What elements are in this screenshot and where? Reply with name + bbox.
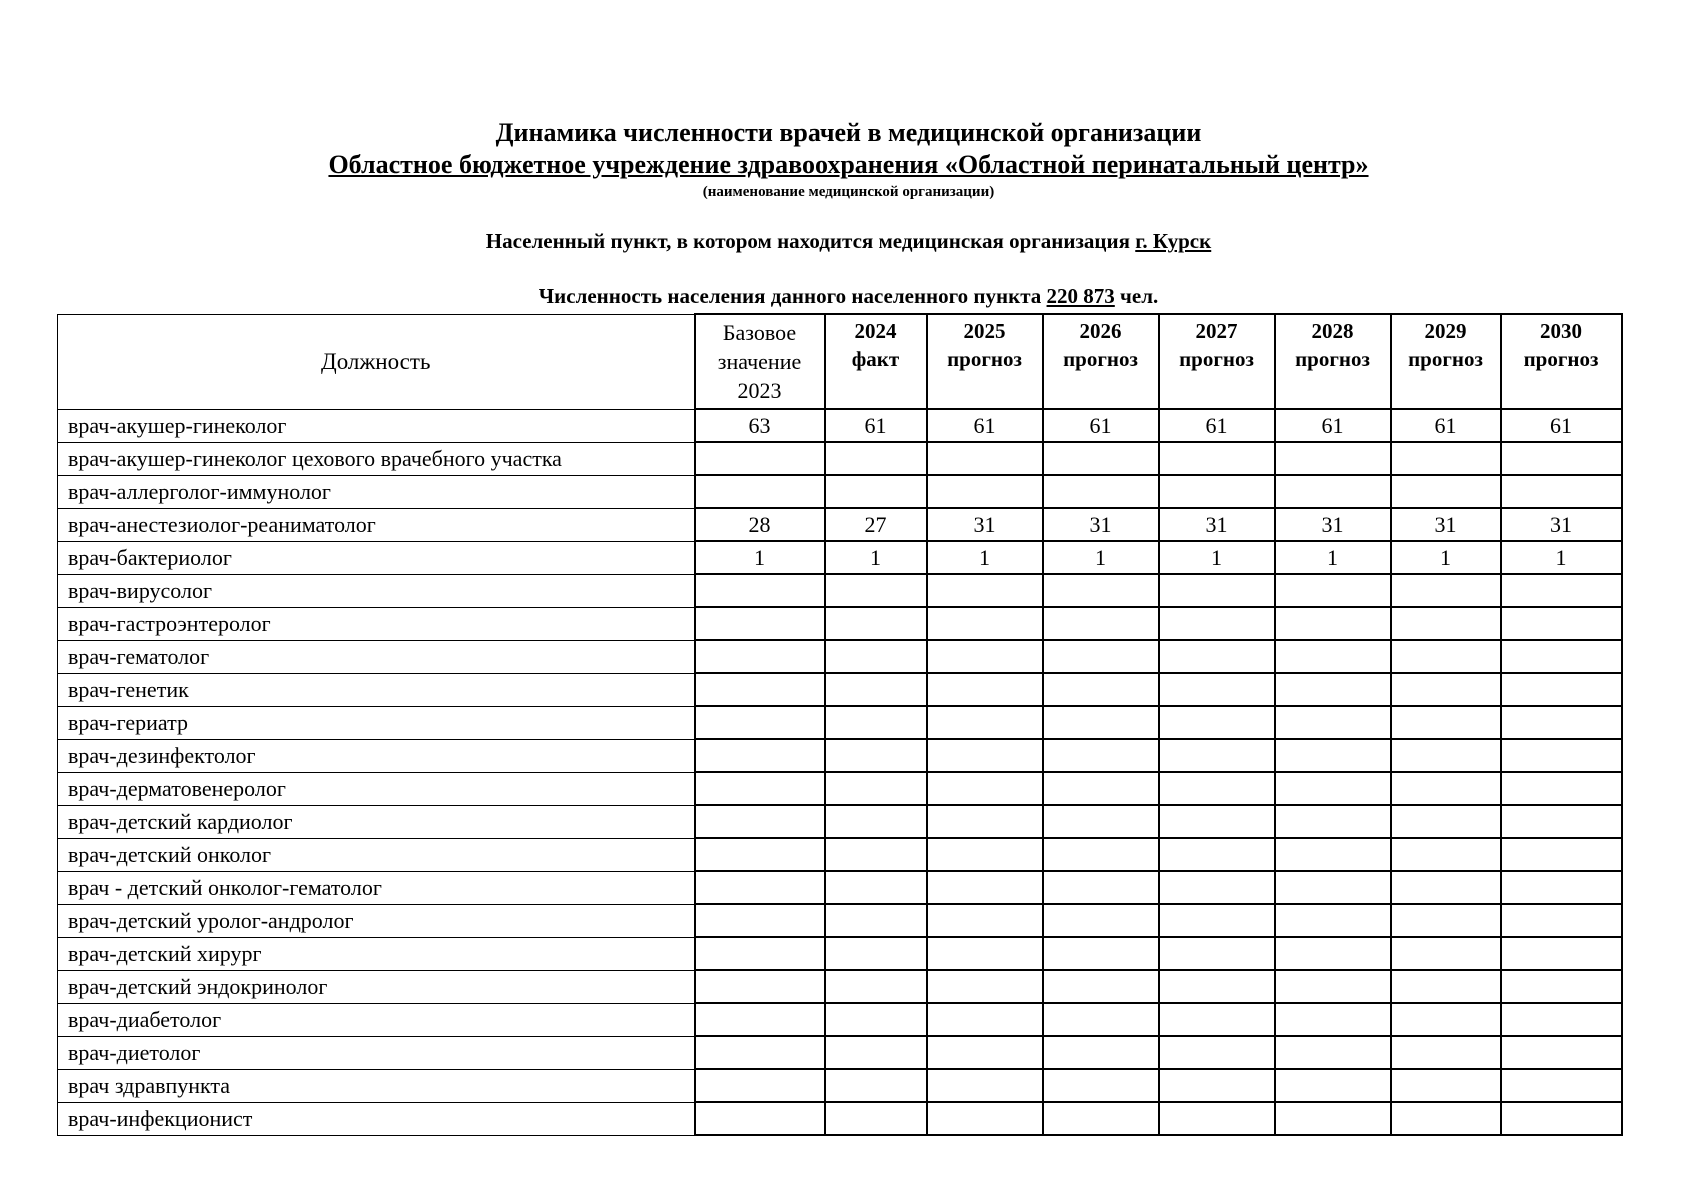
position-name-cell: врач-гастроэнтеролог	[58, 607, 695, 640]
value-cell	[1043, 673, 1159, 706]
value-cell	[1391, 1069, 1501, 1102]
value-cell	[1501, 607, 1622, 640]
column-header-year	[1391, 314, 1501, 409]
value-cell	[1501, 904, 1622, 937]
year-label: 2030	[1540, 319, 1582, 343]
value-cell	[1275, 937, 1391, 970]
value-cell: 1	[927, 541, 1043, 574]
table-row	[58, 904, 1622, 937]
value-cell	[825, 937, 927, 970]
value-cell: 1	[1043, 541, 1159, 574]
value-cell	[825, 442, 927, 475]
settlement-value: г. Курск	[1135, 229, 1212, 253]
value-cell	[1043, 1036, 1159, 1069]
table-row	[58, 1102, 1622, 1135]
population-label: Численность населения данного населенного пункта	[538, 284, 1042, 308]
value-cell: 61	[1159, 409, 1275, 442]
position-name-cell: врач-диабетолог	[58, 1003, 695, 1036]
position-name-cell: врач здравпункта	[58, 1069, 695, 1102]
value-cell	[927, 1069, 1043, 1102]
settlement-label: Населенный пункт, в котором находится медицинская организация	[485, 229, 1130, 253]
table-row	[58, 970, 1622, 1003]
value-cell	[825, 1003, 927, 1036]
value-cell	[1159, 904, 1275, 937]
column-header-base	[695, 314, 825, 409]
value-cell	[1043, 640, 1159, 673]
table-body	[58, 409, 1622, 1135]
value-cell	[1275, 706, 1391, 739]
value-cell	[825, 673, 927, 706]
value-cell	[1501, 475, 1622, 508]
value-cell	[927, 1036, 1043, 1069]
value-cell: 1	[1159, 541, 1275, 574]
value-cell	[927, 1003, 1043, 1036]
population-unit: чел.	[1120, 284, 1159, 308]
value-cell	[695, 640, 825, 673]
value-cell	[1275, 739, 1391, 772]
value-cell	[695, 904, 825, 937]
value-cell	[1043, 574, 1159, 607]
column-header-position: Должность	[58, 314, 695, 409]
value-cell: 61	[1275, 409, 1391, 442]
value-cell	[1501, 1069, 1622, 1102]
value-cell	[1275, 673, 1391, 706]
value-cell	[825, 640, 927, 673]
value-cell	[1501, 970, 1622, 1003]
table-row	[58, 1069, 1622, 1102]
value-cell	[927, 574, 1043, 607]
value-cell	[927, 871, 1043, 904]
year-kind-label: факт	[851, 347, 900, 371]
table-row	[58, 673, 1622, 706]
value-cell	[1159, 607, 1275, 640]
value-cell	[1391, 970, 1501, 1003]
year-label: 2029	[1424, 319, 1467, 343]
document-title: Динамика численности врачей в медицинской организации	[495, 118, 1202, 147]
value-cell	[1275, 871, 1391, 904]
value-cell	[1501, 1003, 1622, 1036]
value-cell: 31	[927, 508, 1043, 541]
year-kind-label: прогноз	[1063, 347, 1138, 371]
value-cell	[927, 607, 1043, 640]
value-cell	[1159, 871, 1275, 904]
value-cell	[695, 739, 825, 772]
value-cell	[1501, 772, 1622, 805]
value-cell	[1501, 1102, 1622, 1135]
column-header-year	[927, 314, 1043, 409]
value-cell: 28	[695, 508, 825, 541]
value-cell	[1501, 1036, 1622, 1069]
value-cell: 27	[825, 508, 927, 541]
value-cell	[1501, 937, 1622, 970]
value-cell	[695, 970, 825, 1003]
year-label: 2026	[1079, 319, 1122, 343]
value-cell: 31	[1275, 508, 1391, 541]
value-cell	[825, 475, 927, 508]
base-header-line: значение	[717, 349, 802, 374]
value-cell	[1391, 442, 1501, 475]
value-cell	[1391, 607, 1501, 640]
value-cell	[927, 904, 1043, 937]
value-cell	[695, 805, 825, 838]
value-cell	[1159, 970, 1275, 1003]
value-cell	[1391, 772, 1501, 805]
position-name-cell: врач-детский кардиолог	[58, 805, 695, 838]
table-row	[58, 838, 1622, 871]
value-cell: 61	[927, 409, 1043, 442]
position-name-cell: врач-детский онколог	[58, 838, 695, 871]
value-cell	[1391, 937, 1501, 970]
value-cell	[1275, 475, 1391, 508]
year-kind-label: прогноз	[1408, 347, 1483, 371]
value-cell	[927, 442, 1043, 475]
position-name-cell: врач - детский онколог-гематолог	[58, 871, 695, 904]
table-row	[58, 442, 1622, 475]
value-cell	[1391, 475, 1501, 508]
year-label: 2025	[963, 319, 1006, 343]
organization-name-line	[0, 150, 1697, 180]
value-cell	[825, 970, 927, 1003]
population-line	[0, 284, 1697, 309]
value-cell	[1391, 673, 1501, 706]
base-header-line: Базовое	[722, 320, 797, 345]
table-row	[58, 409, 1622, 442]
column-header-year	[825, 314, 927, 409]
value-cell	[825, 1102, 927, 1135]
value-cell	[825, 739, 927, 772]
value-cell	[1501, 871, 1622, 904]
value-cell	[927, 838, 1043, 871]
value-cell	[695, 772, 825, 805]
table-row	[58, 640, 1622, 673]
position-name-cell: врач-акушер-гинеколог	[58, 409, 695, 442]
value-cell: 31	[1043, 508, 1159, 541]
value-cell	[1043, 838, 1159, 871]
value-cell	[1043, 1069, 1159, 1102]
value-cell	[927, 673, 1043, 706]
value-cell	[825, 607, 927, 640]
value-cell	[1275, 904, 1391, 937]
value-cell: 61	[1043, 409, 1159, 442]
column-header-year	[1043, 314, 1159, 409]
value-cell	[927, 970, 1043, 1003]
value-cell	[1275, 772, 1391, 805]
value-cell	[1043, 805, 1159, 838]
value-cell	[1043, 772, 1159, 805]
value-cell	[927, 937, 1043, 970]
value-cell	[695, 1069, 825, 1102]
organization-name: Областное бюджетное учреждение здравоохранения «Областной перинатальный центр»	[328, 150, 1369, 179]
value-cell	[695, 1036, 825, 1069]
table-row	[58, 508, 1622, 541]
value-cell	[1275, 607, 1391, 640]
value-cell	[927, 805, 1043, 838]
value-cell	[1391, 1003, 1501, 1036]
value-cell	[1501, 805, 1622, 838]
value-cell: 1	[1391, 541, 1501, 574]
value-cell: 61	[825, 409, 927, 442]
value-cell	[825, 1036, 927, 1069]
value-cell	[825, 574, 927, 607]
position-name-cell: врач-дерматовенеролог	[58, 772, 695, 805]
value-cell: 1	[1501, 541, 1622, 574]
value-cell	[927, 640, 1043, 673]
position-name-cell: врач-детский хирург	[58, 937, 695, 970]
value-cell	[1159, 937, 1275, 970]
year-kind-label: прогноз	[1295, 347, 1370, 371]
value-cell	[695, 838, 825, 871]
table-row	[58, 937, 1622, 970]
value-cell	[1043, 607, 1159, 640]
position-name-cell: врач-детский уролог-андролог	[58, 904, 695, 937]
table-row	[58, 607, 1622, 640]
value-cell	[1159, 739, 1275, 772]
value-cell	[1501, 640, 1622, 673]
value-cell	[1501, 838, 1622, 871]
value-cell	[695, 937, 825, 970]
value-cell	[1391, 805, 1501, 838]
value-cell: 31	[1159, 508, 1275, 541]
value-cell: 1	[1275, 541, 1391, 574]
table-header-row	[58, 314, 1622, 409]
value-cell	[1159, 1036, 1275, 1069]
value-cell	[1391, 871, 1501, 904]
value-cell	[1391, 640, 1501, 673]
value-cell	[1159, 1069, 1275, 1102]
value-cell	[927, 706, 1043, 739]
value-cell	[1159, 442, 1275, 475]
value-cell	[825, 1069, 927, 1102]
year-label: 2028	[1311, 319, 1354, 343]
value-cell	[1159, 838, 1275, 871]
value-cell	[1501, 442, 1622, 475]
year-label: 2024	[854, 319, 897, 343]
value-cell	[1275, 1036, 1391, 1069]
position-name-cell: врач-дезинфектолог	[58, 739, 695, 772]
value-cell	[825, 904, 927, 937]
value-cell: 63	[695, 409, 825, 442]
value-cell	[1275, 1102, 1391, 1135]
position-name-cell: врач-аллерголог-иммунолог	[58, 475, 695, 508]
value-cell	[1159, 574, 1275, 607]
value-cell	[1275, 442, 1391, 475]
value-cell	[1391, 574, 1501, 607]
value-cell	[927, 475, 1043, 508]
value-cell	[1391, 1102, 1501, 1135]
value-cell	[927, 739, 1043, 772]
value-cell	[695, 607, 825, 640]
settlement-line	[0, 229, 1697, 254]
value-cell	[927, 772, 1043, 805]
value-cell	[1391, 706, 1501, 739]
value-cell	[695, 475, 825, 508]
value-cell: 1	[695, 541, 825, 574]
value-cell	[695, 673, 825, 706]
value-cell	[1275, 838, 1391, 871]
value-cell	[825, 772, 927, 805]
column-header-year	[1159, 314, 1275, 409]
table-row	[58, 1036, 1622, 1069]
value-cell	[1043, 475, 1159, 508]
table-row	[58, 772, 1622, 805]
table-row	[58, 706, 1622, 739]
year-kind-label: прогноз	[1523, 347, 1599, 371]
value-cell: 61	[1501, 409, 1622, 442]
value-cell	[1275, 1003, 1391, 1036]
value-cell	[1391, 904, 1501, 937]
value-cell	[1275, 640, 1391, 673]
value-cell	[825, 871, 927, 904]
value-cell	[1275, 805, 1391, 838]
value-cell	[1043, 937, 1159, 970]
value-cell	[1391, 739, 1501, 772]
value-cell	[1275, 574, 1391, 607]
value-cell	[695, 706, 825, 739]
base-header-line: 2023	[737, 378, 782, 403]
value-cell	[695, 871, 825, 904]
value-cell	[1501, 706, 1622, 739]
position-name-cell: врач-инфекционист	[58, 1102, 695, 1135]
table-row	[58, 739, 1622, 772]
doctors-table	[57, 313, 1623, 1136]
year-kind-label: прогноз	[947, 347, 1022, 371]
column-header-year	[1275, 314, 1391, 409]
value-cell	[695, 442, 825, 475]
value-cell	[1043, 1102, 1159, 1135]
value-cell: 61	[1391, 409, 1501, 442]
position-name-cell: врач-генетик	[58, 673, 695, 706]
position-name-cell: врач-акушер-гинеколог цехового врачебного участка	[58, 442, 695, 475]
value-cell	[1275, 1069, 1391, 1102]
value-cell	[1159, 640, 1275, 673]
value-cell	[825, 838, 927, 871]
value-cell	[1391, 1036, 1501, 1069]
value-cell	[1159, 475, 1275, 508]
value-cell	[1043, 904, 1159, 937]
value-cell	[1159, 772, 1275, 805]
value-cell	[1159, 673, 1275, 706]
value-cell	[1043, 442, 1159, 475]
value-cell	[695, 1102, 825, 1135]
position-name-cell: врач-диетолог	[58, 1036, 695, 1069]
value-cell	[1275, 970, 1391, 1003]
value-cell	[1501, 739, 1622, 772]
value-cell: 31	[1391, 508, 1501, 541]
population-value: 220 873	[1046, 284, 1115, 308]
position-name-cell: врач-детский эндокринолог	[58, 970, 695, 1003]
table-row	[58, 475, 1622, 508]
organization-caption: (наименование медицинской организации)	[702, 184, 995, 200]
value-cell	[927, 1102, 1043, 1135]
table-row	[58, 541, 1622, 574]
table-row	[58, 805, 1622, 838]
table-row	[58, 871, 1622, 904]
value-cell: 1	[825, 541, 927, 574]
value-cell	[825, 706, 927, 739]
value-cell	[1501, 673, 1622, 706]
value-cell	[1159, 706, 1275, 739]
year-kind-label: прогноз	[1179, 347, 1254, 371]
position-name-cell: врач-бактериолог	[58, 541, 695, 574]
year-label: 2027	[1195, 319, 1238, 343]
value-cell	[825, 805, 927, 838]
value-cell	[1043, 970, 1159, 1003]
value-cell	[1159, 1003, 1275, 1036]
value-cell	[695, 1003, 825, 1036]
value-cell	[695, 574, 825, 607]
value-cell	[1501, 574, 1622, 607]
value-cell: 31	[1501, 508, 1622, 541]
value-cell	[1043, 739, 1159, 772]
value-cell	[1043, 1003, 1159, 1036]
position-name-cell: врач-вирусолог	[58, 574, 695, 607]
table-row	[58, 574, 1622, 607]
position-name-cell: врач-анестезиолог-реаниматолог	[58, 508, 695, 541]
value-cell	[1391, 838, 1501, 871]
position-name-cell: врач-гериатр	[58, 706, 695, 739]
value-cell	[1043, 871, 1159, 904]
value-cell	[1159, 805, 1275, 838]
value-cell	[1043, 706, 1159, 739]
table-row	[58, 1003, 1622, 1036]
position-name-cell: врач-гематолог	[58, 640, 695, 673]
value-cell	[1159, 1102, 1275, 1135]
column-header-year	[1501, 314, 1622, 409]
